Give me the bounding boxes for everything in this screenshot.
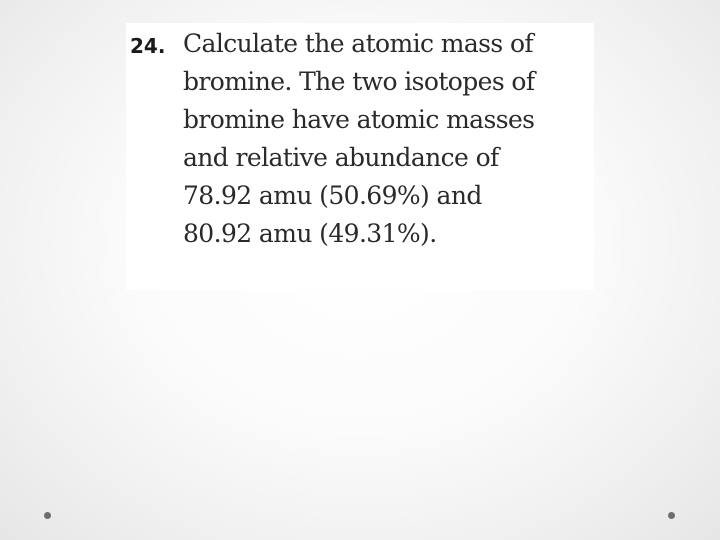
problem-text-line: 80.92 amu (49.31%). xyxy=(183,219,437,248)
problem-text-line: bromine have atomic masses xyxy=(183,105,535,134)
problem-text-line: 78.92 amu (50.69%) and xyxy=(183,181,482,210)
problem-text-line: bromine. The two isotopes of xyxy=(183,67,535,96)
problem-text-line: Calculate the atomic mass of xyxy=(183,29,534,58)
problem-number: 24. xyxy=(130,34,166,58)
problem-text xyxy=(183,25,591,253)
problem-text-line: and relative abundance of xyxy=(183,143,499,172)
problem-image xyxy=(126,23,594,290)
decorative-dot-left xyxy=(44,512,51,519)
decorative-dot-right xyxy=(668,512,675,519)
